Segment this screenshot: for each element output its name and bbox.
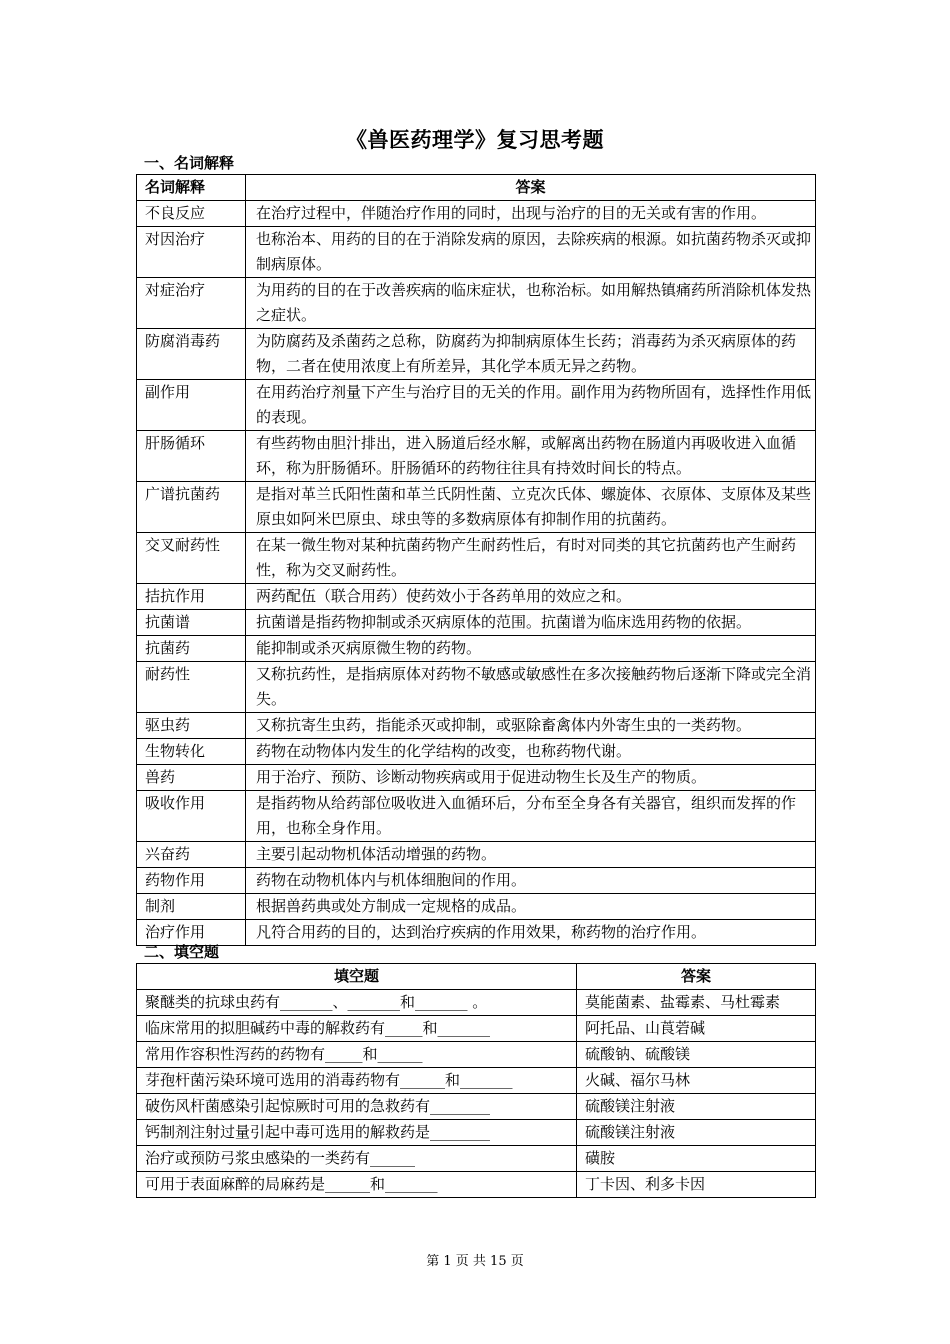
answer-cell: 硫酸钠、硫酸镁 <box>577 1042 816 1068</box>
term-cell: 对症治疗 <box>137 278 246 329</box>
definition-cell: 有些药物由胆汁排出，进入肠道后经水解，或解离出药物在肠道内再吸收进入血循环，称为肝肠循环。肝肠循环的药物往往具有持效时间长的特点。 <box>246 431 816 482</box>
term-cell: 广谱抗菌药 <box>137 482 246 533</box>
terms-table-body <box>137 201 816 946</box>
table-row <box>137 278 816 329</box>
terms-table-header <box>137 175 816 201</box>
definition-cell: 用于治疗、预防、诊断动物疾病或用于促进动物生长及生产的物质。 <box>246 765 816 791</box>
definition-cell: 在用药治疗剂量下产生与治疗目的无关的作用。副作用为药物所固有，选择性作用低的表现。 <box>246 380 816 431</box>
table-row <box>137 842 816 868</box>
definition-cell: 又称抗寄生虫药，指能杀灭或抑制，或驱除畜禽体内外寄生虫的一类药物。 <box>246 713 816 739</box>
definition-cell: 为用药的目的在于改善疾病的临床症状，也称治标。如用解热镇痛药所消除机体发热之症状。 <box>246 278 816 329</box>
term-cell: 兴奋药 <box>137 842 246 868</box>
section-heading-fill-blank: 二、填空题 <box>144 943 220 961</box>
answer-cell: 丁卡因、利多卡因 <box>577 1172 816 1198</box>
term-cell: 吸收作用 <box>137 791 246 842</box>
table-row <box>137 431 816 482</box>
table-row <box>137 380 816 431</box>
table-row <box>137 713 816 739</box>
definition-cell: 是指对革兰氏阳性菌和革兰氏阴性菌、立克次氏体、螺旋体、衣原体、支原体及某些原虫如阿米巴原虫、球虫等的多数病原体有抑制作用的抗菌药。 <box>246 482 816 533</box>
table-row <box>137 1068 816 1094</box>
question-cell: 常用作容积性泻药的药物有_____和______ <box>137 1042 577 1068</box>
column-header-term: 名词解释 <box>137 175 246 201</box>
answer-cell: 莫能菌素、盐霉素、马杜霉素 <box>577 990 816 1016</box>
definition-cell: 根据兽药典或处方制成一定规格的成品。 <box>246 894 816 920</box>
question-cell: 钙制剂注射过量引起中毒可选用的解救药是________ <box>137 1120 577 1146</box>
table-row <box>137 533 816 584</box>
fill-blank-table <box>136 963 816 1198</box>
table-row <box>137 1094 816 1120</box>
definition-cell: 为防腐药及杀菌药之总称，防腐药为抑制病原体生长药；消毒药为杀灭病原体的药物，二者在使用浓度上有所差异，其化学本质无异之药物。 <box>246 329 816 380</box>
table-row <box>137 791 816 842</box>
term-cell: 耐药性 <box>137 662 246 713</box>
term-cell: 驱虫药 <box>137 713 246 739</box>
term-cell: 副作用 <box>137 380 246 431</box>
definition-cell: 凡符合用药的目的，达到治疗疾病的作用效果，称药物的治疗作用。 <box>246 920 816 946</box>
definition-cell: 药物在动物机体内与机体细胞间的作用。 <box>246 868 816 894</box>
question-cell: 临床常用的拟胆碱药中毒的解救药有_____和_______ <box>137 1016 577 1042</box>
table-row <box>137 610 816 636</box>
question-cell: 聚醚类的抗球虫药有_______、_______和_______ 。 <box>137 990 577 1016</box>
table-row <box>137 1016 816 1042</box>
question-cell: 破伤风杆菌感染引起惊厥时可用的急救药有________ <box>137 1094 577 1120</box>
definition-cell: 两药配伍（联合用药）使药效小于各药单用的效应之和。 <box>246 584 816 610</box>
table-row <box>137 482 816 533</box>
definition-cell: 在治疗过程中，伴随治疗作用的同时，出现与治疗的目的无关或有害的作用。 <box>246 201 816 227</box>
definition-cell: 也称治本、用药的目的在于消除发病的原因，去除疾病的根源。如抗菌药物杀灭或抑制病原体。 <box>246 227 816 278</box>
section-heading-terms: 一、名词解释 <box>144 154 235 172</box>
term-cell: 防腐消毒药 <box>137 329 246 380</box>
column-header-question: 填空题 <box>137 964 577 990</box>
term-cell: 不良反应 <box>137 201 246 227</box>
answer-cell: 磺胺 <box>577 1146 816 1172</box>
table-row <box>137 990 816 1016</box>
table-row <box>137 868 816 894</box>
column-header-answer: 答案 <box>246 175 816 201</box>
term-cell: 拮抗作用 <box>137 584 246 610</box>
term-cell: 抗菌谱 <box>137 610 246 636</box>
question-cell: 治疗或预防弓浆虫感染的一类药有______ <box>137 1146 577 1172</box>
term-cell: 抗菌药 <box>137 636 246 662</box>
answer-cell: 硫酸镁注射液 <box>577 1094 816 1120</box>
table-row <box>137 636 816 662</box>
term-cell: 治疗作用 <box>137 920 246 946</box>
terms-table <box>136 174 816 946</box>
table-row <box>137 1146 816 1172</box>
table-row <box>137 920 816 946</box>
table-row <box>137 765 816 791</box>
table-row <box>137 584 816 610</box>
definition-cell: 又称抗药性，是指病原体对药物不敏感或敏感性在多次接触药物后逐渐下降或完全消失。 <box>246 662 816 713</box>
table-row <box>137 1172 816 1198</box>
table-row <box>137 894 816 920</box>
term-cell: 制剂 <box>137 894 246 920</box>
table-row <box>137 1042 816 1068</box>
term-cell: 兽药 <box>137 765 246 791</box>
column-header-answer: 答案 <box>577 964 816 990</box>
term-cell: 生物转化 <box>137 739 246 765</box>
term-cell: 药物作用 <box>137 868 246 894</box>
answer-cell: 阿托品、山莨菪碱 <box>577 1016 816 1042</box>
definition-cell: 是指药物从给药部位吸收进入血循环后，分布至全身各有关器官，组织而发挥的作用，也称全身作用。 <box>246 791 816 842</box>
table-row <box>137 1120 816 1146</box>
term-cell: 肝肠循环 <box>137 431 246 482</box>
question-cell: 可用于表面麻醉的局麻药是______和_______ <box>137 1172 577 1198</box>
answer-cell: 火碱、福尔马林 <box>577 1068 816 1094</box>
answer-cell: 硫酸镁注射液 <box>577 1120 816 1146</box>
page-footer: 第 1 页 共 15 页 <box>426 1254 524 1269</box>
table-row <box>137 329 816 380</box>
table-row <box>137 662 816 713</box>
term-cell: 对因治疗 <box>137 227 246 278</box>
table-row <box>137 739 816 765</box>
definition-cell: 在某一微生物对某种抗菌药物产生耐药性后，有时对同类的其它抗菌药也产生耐药性，称为交叉耐药性。 <box>246 533 816 584</box>
term-cell: 交叉耐药性 <box>137 533 246 584</box>
definition-cell: 药物在动物体内发生的化学结构的改变，也称药物代谢。 <box>246 739 816 765</box>
fill-blank-table-body <box>137 990 816 1198</box>
table-row <box>137 227 816 278</box>
question-cell: 芽孢杆菌污染环境可选用的消毒药物有______和_______ <box>137 1068 577 1094</box>
definition-cell: 能抑制或杀灭病原微生物的药物。 <box>246 636 816 662</box>
table-row <box>137 201 816 227</box>
page-title: 《兽医药理学》复习思考题 <box>346 128 604 152</box>
definition-cell: 主要引起动物机体活动增强的药物。 <box>246 842 816 868</box>
fill-blank-table-header <box>137 964 816 990</box>
definition-cell: 抗菌谱是指药物抑制或杀灭病原体的范围。抗菌谱为临床选用药物的依据。 <box>246 610 816 636</box>
